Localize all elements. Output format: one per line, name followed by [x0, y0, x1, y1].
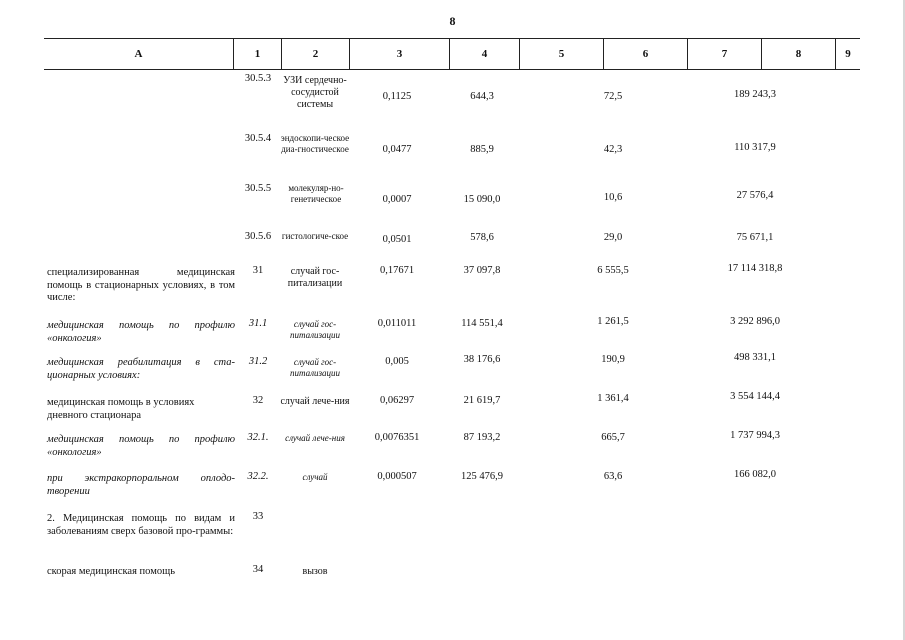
row-description: медицинская помощь в условиях дневного стационара: [47, 397, 195, 421]
row-col6: 72,5: [603, 91, 623, 102]
row-col3: 0,1125: [382, 91, 412, 102]
row-col8: 3 292 896,0: [730, 316, 780, 327]
row-code: 31.2: [248, 356, 268, 367]
row-code: 34: [252, 564, 264, 575]
row-unit: УЗИ сердечно-сосудистой системы: [283, 75, 347, 110]
header-col-2: 2: [282, 39, 350, 69]
row-unit: гистологиче-ское: [281, 231, 349, 241]
header-col-3: 3: [350, 39, 450, 69]
row-unit: вызов: [302, 566, 328, 577]
row-unit: случай лече-ния: [280, 396, 350, 407]
row-col8: 166 082,0: [734, 469, 776, 480]
row-col4: 125 476,9: [461, 471, 503, 482]
row-code: 30.5.4: [244, 133, 272, 144]
row-col4: 21 619,7: [463, 395, 501, 406]
row-col4: 578,6: [470, 232, 494, 243]
row-code: 30.5.5: [244, 183, 272, 194]
header-col-4: 4: [450, 39, 520, 69]
row-col8: 189 243,3: [734, 89, 776, 100]
row-code: 30.5.3: [244, 73, 272, 84]
row-col6: 63,6: [603, 471, 623, 482]
row-description: медицинская помощь по профилю «онкология»: [47, 320, 235, 344]
row-code: 32.2.: [247, 471, 269, 482]
header-col-8: 8: [762, 39, 836, 69]
row-col8: 75 671,1: [736, 232, 774, 243]
row-description: специализированная медицинская помощь в стационарных условиях, в том числе:: [47, 267, 235, 303]
row-code: 31.1: [248, 318, 268, 329]
row-unit: случай гос-питализации: [289, 319, 341, 340]
header-col-9: 9: [845, 48, 851, 60]
row-col4: 15 090,0: [463, 194, 501, 205]
row-description: медицинская реабилитация в ста-ционарных условиях:: [47, 357, 235, 381]
table-header: [44, 38, 860, 70]
row-col8: 1 737 994,3: [730, 430, 780, 441]
header-col-5: 5: [520, 39, 604, 69]
header-col-7: 7: [688, 39, 762, 69]
row-col8: 110 317,9: [734, 142, 776, 153]
header-col-1: 1: [234, 39, 282, 69]
row-unit: молекуляр-но-генетическое: [288, 183, 344, 204]
row-col6: 190,9: [601, 354, 625, 365]
row-col6: 665,7: [601, 432, 625, 443]
row-col6: 6 555,5: [597, 265, 629, 276]
row-description: скорая медицинская помощь: [47, 566, 175, 577]
row-col3: 0,0007: [382, 194, 412, 205]
row-col3: 0,005: [385, 356, 409, 367]
row-code: 33: [252, 511, 264, 522]
row-code: 31: [252, 265, 264, 276]
row-col4: 37 097,8: [463, 265, 501, 276]
row-code: 32.1.: [247, 432, 269, 443]
row-col8: 27 576,4: [736, 190, 774, 201]
page-number: 8: [449, 14, 456, 28]
row-col6: 1 261,5: [597, 316, 629, 327]
row-code: 32: [252, 395, 264, 406]
row-unit: случай гос-питализации: [289, 357, 341, 378]
header-col-6: 6: [604, 39, 688, 69]
row-col4: 38 176,6: [463, 354, 501, 365]
row-unit: случай гос-питализации: [287, 266, 343, 289]
row-unit: эндоскопи-ческое диа-гностическое: [280, 133, 350, 154]
row-col6: 29,0: [603, 232, 623, 243]
row-description: при экстракорпоральном оплодо-творении: [47, 473, 235, 497]
row-col4: 885,9: [470, 144, 494, 155]
row-col8: 498 331,1: [734, 352, 776, 363]
row-unit: случай лече-ния: [285, 433, 345, 443]
row-col4: 87 193,2: [463, 432, 501, 443]
row-col6: 1 361,4: [597, 393, 629, 404]
row-col3: 0,17671: [379, 265, 415, 276]
row-col3: 0,0477: [382, 144, 412, 155]
header-col-a: А: [44, 39, 234, 69]
row-col8: 17 114 318,8: [727, 263, 783, 274]
row-col3: 0,0501: [382, 234, 412, 245]
row-description: медицинская помощь по профилю «онкология»: [47, 434, 235, 458]
row-col4: 644,3: [470, 91, 494, 102]
row-col3: 0,0076351: [374, 432, 420, 443]
row-unit: случай: [302, 472, 328, 482]
row-col3: 0,000507: [377, 471, 417, 482]
row-code: 30.5.6: [244, 231, 272, 242]
row-col8: 3 554 144,4: [730, 391, 780, 402]
row-col3: 0,011011: [377, 318, 417, 329]
row-col6: 10,6: [603, 192, 623, 203]
row-col4: 114 551,4: [461, 318, 503, 329]
row-col3: 0,06297: [379, 395, 415, 406]
row-description: 2. Медицинская помощь по видам и заболеваниям сверх базовой про-граммы:: [47, 513, 235, 537]
row-col6: 42,3: [603, 144, 623, 155]
